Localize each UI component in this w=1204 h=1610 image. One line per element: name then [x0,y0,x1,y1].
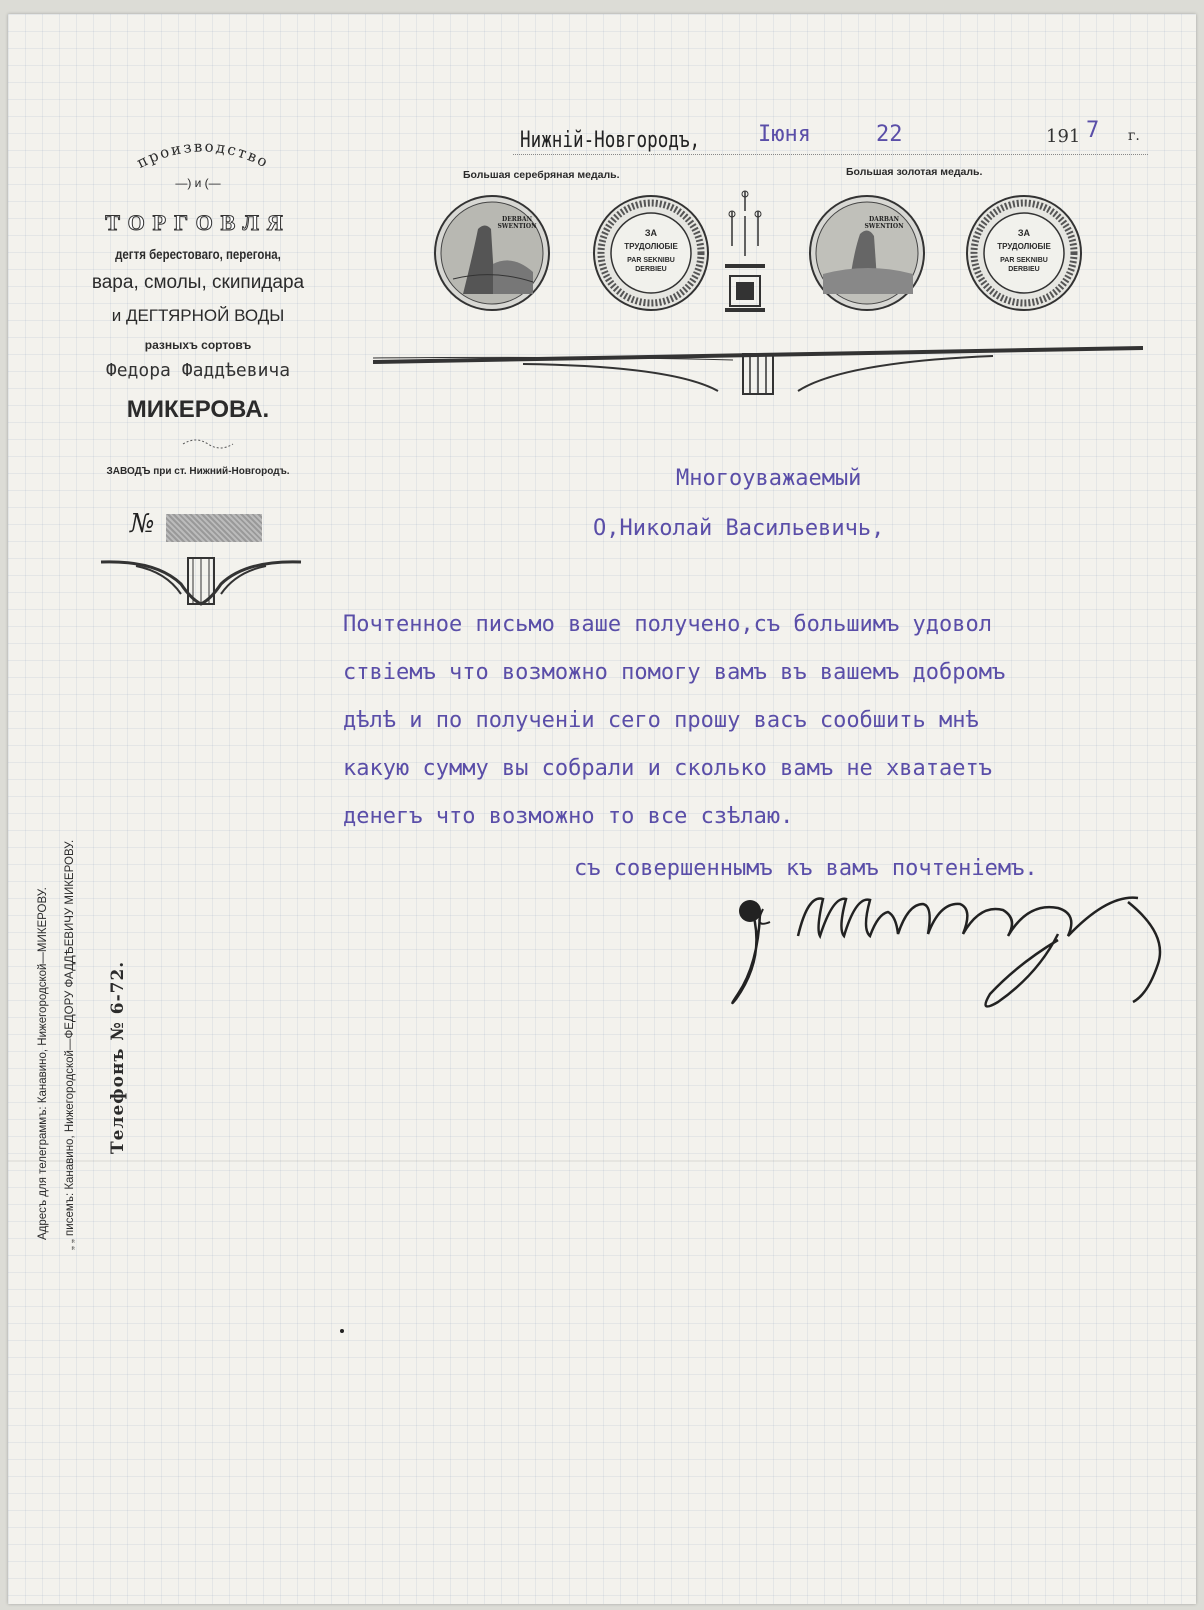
ornamental-rule-icon [373,336,1143,406]
medal-gold-reverse [965,194,1083,312]
letter-body-line-2: ствіемъ что возможно помогу вамъ въ вашемъ добромъ [343,660,1006,685]
dateline-year-suffix: 7 [1086,118,1100,143]
dateline-day: 22 [876,122,903,147]
dateline-rule [513,154,1148,155]
letter-body-line-5: денегъ что возможно то все сзѣлаю. [343,804,794,829]
medal-figure-icon [808,194,926,312]
document-number-label: № [130,509,155,539]
medal-4-mid: ТРУДОЛЮБІЕ [997,242,1051,251]
ornament-flourish-icon [96,554,306,612]
letterhead-products-3: и ДЕГТЯРНОЙ ВОДЫ [111,306,285,325]
letterhead-and: —) и (— [175,176,221,190]
medal-4-top: ЗА [1017,228,1031,238]
ink-dot [340,1329,344,1333]
letter-closing: съ совершеннымъ къ вамъ почтеніемъ. [574,856,1038,881]
dateline-city: Нижній-Новгородъ, [520,128,701,153]
document-number-field [166,514,262,542]
letterhead-surname: МИКЕРОВА. [126,396,270,423]
phone-number: Телефонъ № 6-72. [108,960,128,1154]
letter-sheet [8,14,1196,1604]
medal-gold-obverse [808,194,926,312]
ornament-dots-icon [178,434,238,454]
svg-text:производство [134,137,272,171]
letter-body-line-4: какую сумму вы собрали и сколько вамъ не хватаетъ [343,756,993,781]
medal-2-mid: ТРУДОЛЮБІЕ [624,242,678,251]
medal-2-bottom: PAR SEKNIBU DERBIEU [627,257,675,273]
letterhead-products-2: вара, смолы, скипидара [91,272,305,293]
medal-ring-icon [965,194,1083,312]
letterhead-factory: ЗАВОДЪ при ст. Нижний-Новгородъ. [106,466,290,477]
letterhead-products-4: разныхъ сортовъ [144,338,252,352]
dateline-month: Іюня [758,122,811,147]
silver-medal-caption: Большая серебряная медаль. [463,169,620,181]
medal-ring-icon [592,194,710,312]
medal-1-inscription: DERBAN SWENTION [497,216,537,230]
telegram-address: Адресъ для телеграммъ: Канавино, Нижегородской—МИКЕРОВУ. [37,887,49,1240]
letter-address: „ „ писемъ: Канавино, Нижегородской—ФЕДОРУ ФАДДѢЕВИЧУ МИКЕРОВУ. [64,839,76,1250]
fold-line [8,1160,1196,1162]
letterhead-arc-text: производство [133,137,273,172]
center-ornament-icon [720,186,770,321]
medal-figure-icon [433,194,551,312]
medal-3-inscription: DARBAN SWENTION [864,216,904,230]
letterhead-products-1: дегтя берестоваго, перегона, [115,246,281,262]
medal-2-top: ЗА [644,228,658,238]
letter-addressee: О,Николай Васильевичь, [593,516,885,541]
medal-silver-obverse [433,194,551,312]
letter-body-line-3: дѣлѣ и по полученіи сего прошу васъ сообшить мнѣ [343,708,979,733]
dateline-year-abbr: г. [1128,128,1140,144]
letterhead-trade: ТОРГОВЛЯ [105,210,291,235]
medal-silver-reverse [592,194,710,312]
letter-body-line-1: Почтенное письмо ваше получено,съ большимъ удовол [343,612,993,637]
gold-medal-caption: Большая золотая медаль. [846,166,983,178]
letterhead-owner: Федора Фаддѣевича [105,360,291,381]
letter-salutation: Многоуважаемый [676,466,862,491]
dateline-year-prefix: 191 [1046,126,1081,147]
signature [728,874,1178,1014]
medal-4-bottom: PAR SEKNIBU DERBIEU [1000,257,1048,273]
